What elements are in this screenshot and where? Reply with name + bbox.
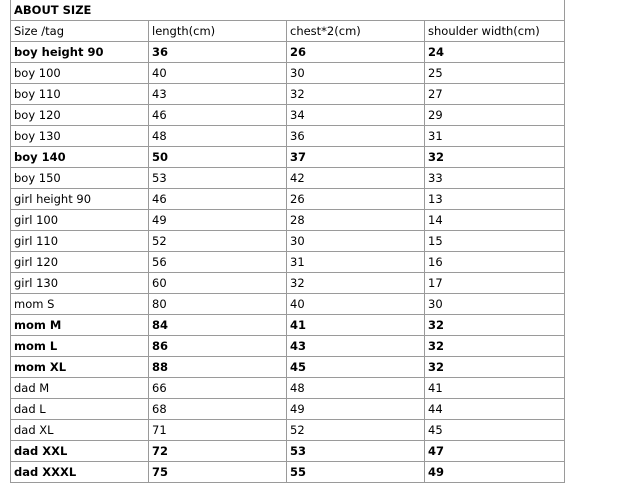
cell-size: mom L [11, 336, 149, 357]
cell-size: girl 120 [11, 252, 149, 273]
cell-chest: 26 [287, 42, 425, 63]
cell-chest: 41 [287, 315, 425, 336]
cell-shoulder: 15 [425, 231, 565, 252]
table-row [11, 63, 565, 84]
cell-length: 49 [149, 210, 287, 231]
cell-length: 48 [149, 126, 287, 147]
cell-length: 53 [149, 168, 287, 189]
table-row [11, 210, 565, 231]
cell-length: 50 [149, 147, 287, 168]
table-row [11, 105, 565, 126]
cell-length: 68 [149, 399, 287, 420]
cell-shoulder: 32 [425, 147, 565, 168]
cell-size: dad XXXL [11, 462, 149, 483]
cell-length: 46 [149, 105, 287, 126]
cell-length: 40 [149, 63, 287, 84]
table-row [11, 42, 565, 63]
cell-size: dad XXL [11, 441, 149, 462]
cell-size: boy 150 [11, 168, 149, 189]
cell-shoulder: 24 [425, 42, 565, 63]
cell-size: girl 130 [11, 273, 149, 294]
cell-chest: 26 [287, 189, 425, 210]
cell-length: 66 [149, 378, 287, 399]
table-row [11, 336, 565, 357]
cell-shoulder: 47 [425, 441, 565, 462]
size-table [10, 0, 565, 483]
cell-size: mom M [11, 315, 149, 336]
cell-chest: 43 [287, 336, 425, 357]
cell-size: dad L [11, 399, 149, 420]
cell-chest: 28 [287, 210, 425, 231]
cell-size: boy height 90 [11, 42, 149, 63]
cell-shoulder: 30 [425, 294, 565, 315]
cell-size: boy 100 [11, 63, 149, 84]
cell-length: 84 [149, 315, 287, 336]
cell-chest: 36 [287, 126, 425, 147]
table-row [11, 462, 565, 483]
cell-length: 56 [149, 252, 287, 273]
cell-length: 72 [149, 441, 287, 462]
cell-shoulder: 14 [425, 210, 565, 231]
table-row [11, 147, 565, 168]
cell-length: 52 [149, 231, 287, 252]
table-row [11, 168, 565, 189]
cell-shoulder: 49 [425, 462, 565, 483]
cell-shoulder: 27 [425, 84, 565, 105]
cell-chest: 30 [287, 231, 425, 252]
table-row [11, 126, 565, 147]
table-row [11, 189, 565, 210]
cell-length: 43 [149, 84, 287, 105]
cell-shoulder: 45 [425, 420, 565, 441]
table-row [11, 399, 565, 420]
cell-shoulder: 17 [425, 273, 565, 294]
cell-shoulder: 31 [425, 126, 565, 147]
cell-chest: 30 [287, 63, 425, 84]
table-row [11, 315, 565, 336]
cell-size: boy 130 [11, 126, 149, 147]
cell-chest: 40 [287, 294, 425, 315]
cell-shoulder: 44 [425, 399, 565, 420]
cell-shoulder: 41 [425, 378, 565, 399]
header-row [11, 21, 565, 42]
cell-chest: 49 [287, 399, 425, 420]
cell-chest: 52 [287, 420, 425, 441]
table-row [11, 420, 565, 441]
cell-size: boy 110 [11, 84, 149, 105]
cell-chest: 34 [287, 105, 425, 126]
cell-chest: 55 [287, 462, 425, 483]
cell-size: dad XL [11, 420, 149, 441]
cell-size: boy 120 [11, 105, 149, 126]
cell-chest: 53 [287, 441, 425, 462]
cell-size: girl 110 [11, 231, 149, 252]
cell-length: 46 [149, 189, 287, 210]
cell-chest: 48 [287, 378, 425, 399]
cell-size: boy 140 [11, 147, 149, 168]
cell-length: 80 [149, 294, 287, 315]
header-length: length(cm) [149, 21, 287, 42]
cell-chest: 31 [287, 252, 425, 273]
table-row [11, 231, 565, 252]
cell-length: 75 [149, 462, 287, 483]
cell-length: 71 [149, 420, 287, 441]
cell-chest: 45 [287, 357, 425, 378]
cell-shoulder: 32 [425, 357, 565, 378]
cell-length: 36 [149, 42, 287, 63]
cell-shoulder: 29 [425, 105, 565, 126]
table-row [11, 357, 565, 378]
cell-length: 60 [149, 273, 287, 294]
cell-size: mom S [11, 294, 149, 315]
cell-shoulder: 16 [425, 252, 565, 273]
cell-length: 86 [149, 336, 287, 357]
table-row [11, 84, 565, 105]
cell-chest: 32 [287, 84, 425, 105]
cell-shoulder: 32 [425, 315, 565, 336]
table-row [11, 252, 565, 273]
cell-chest: 32 [287, 273, 425, 294]
table-row [11, 378, 565, 399]
header-chest: chest*2(cm) [287, 21, 425, 42]
cell-shoulder: 25 [425, 63, 565, 84]
table-row [11, 294, 565, 315]
header-shoulder: shoulder width(cm) [425, 21, 565, 42]
cell-size: mom XL [11, 357, 149, 378]
cell-size: girl 100 [11, 210, 149, 231]
cell-length: 88 [149, 357, 287, 378]
size-chart-sheet [10, 0, 565, 483]
cell-chest: 42 [287, 168, 425, 189]
table-row [11, 273, 565, 294]
table-title: ABOUT SIZE [11, 0, 565, 21]
header-size: Size /tag [11, 21, 149, 42]
cell-size: girl height 90 [11, 189, 149, 210]
cell-size: dad M [11, 378, 149, 399]
cell-chest: 37 [287, 147, 425, 168]
cell-shoulder: 32 [425, 336, 565, 357]
table-row [11, 441, 565, 462]
cell-shoulder: 13 [425, 189, 565, 210]
cell-shoulder: 33 [425, 168, 565, 189]
